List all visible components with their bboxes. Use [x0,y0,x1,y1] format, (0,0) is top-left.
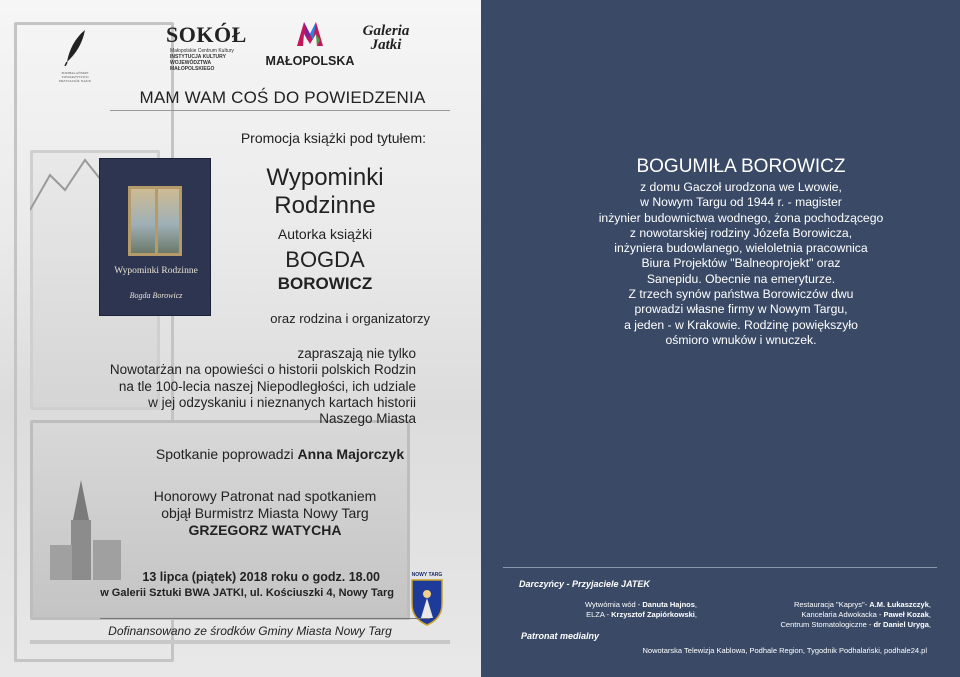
invitation-line: w jej odzyskaniu i nieznanych kartach historii [148,394,416,410]
moderator-name: Anna Majorczyk [297,446,405,462]
book-title-line: Rodzinne [274,192,376,219]
sponsor-entry [721,620,931,630]
society-line: PRZYJACIÓŁ NAUK [59,79,91,83]
bio-line: Biura Projektów "Balneoprojekt" oraz [641,256,841,271]
moderator-line [100,446,460,462]
funding-note: Dofinansowano ze środków Gminy Miasta Nowy Targ [108,624,392,638]
galeria-jatki-label: Galeria Jatki [362,23,410,53]
patron-name: GRZEGORZ WATYCHA [188,522,342,538]
sponsors-divider [503,567,937,568]
bio-line: inżynier budownictwa wodnego, żona pochodzącego [598,210,884,225]
nowy-targ-crest [408,572,446,628]
media-heading: Patronat medialny [521,631,600,641]
society-logo [55,26,95,100]
author-label: Autorka książki [277,226,373,242]
invitation-line: Naszego Miasta [319,411,416,427]
malopolska-m-icon [295,20,325,48]
bio-line: prowadzi własne firmy w Nowym Targu, [634,302,848,317]
sponsors-right [721,600,931,630]
sponsor-name: Paweł Kozak [883,610,929,619]
sponsor-suffix: , [928,620,931,629]
bio-name: BOGUMIŁA BOROWICZ [636,156,846,177]
patronage-block [95,488,435,539]
sponsor-name: dr Daniel Uryga [873,620,929,629]
bio-line: inżyniera budowlanego, wieloletnia pracownica [614,241,868,256]
bio-line: z domu Gaczoł urodzona we Lwowie, [640,180,842,194]
sponsor-prefix: Centrum Stomatologiczne - [780,620,874,629]
author-last-name: BOROWICZ [277,274,373,293]
galeria-jatki-logo [358,24,414,52]
book-title-line: Wypominki [266,164,384,191]
sponsors-heading: Darczyńcy - Przyjaciele JATEK [519,579,650,589]
header-divider [110,110,450,111]
event-venue: w Galerii Sztuki BWA JATKI, ul. Kościuszki 4, Nowy Targ [100,587,394,599]
sponsor-prefix: ELZA - [586,610,612,619]
invitation-text [60,346,416,427]
sponsor-entry [511,600,697,610]
patronage-line: objął Burmistrz Miasta Nowy Targ [161,505,369,521]
malopolska-logo [262,20,358,68]
bio-line: w Nowym Targu od 1944 r. - magister [640,195,842,210]
bio-line: a jeden - w Krakowie. Rodzinę powiększyło [624,317,858,332]
malopolska-label: MAŁOPOLSKA [265,54,355,68]
cover-window-illustration [128,186,182,256]
promo-intro: Promocja książki pod tytułem: [240,130,426,146]
window-sill [30,640,450,644]
patronage-line: Honorowy Patronat nad spotkaniem [153,488,377,504]
sponsor-prefix: Restauracja "Kaprys"- [793,600,870,609]
sokol-logo [166,22,256,72]
sponsor-name: Danuta Hajnos [642,600,695,609]
bio-line: z nowotarskiej rodziny Józefa Borowicza, [629,225,853,240]
event-title: MAM WAM COŚ DO POWIEDZENIA [139,88,426,107]
sponsor-name: Krzysztof Zapiórkowski [611,610,695,619]
media-patrons: Nowotarska Telewizja Kablowa, Podhale Region, Tygodnik Podhalański, podhale24.pl [642,646,927,655]
sokol-line: INSTYTUCJA KULTURY [170,54,226,60]
sponsor-entry [721,600,931,610]
sponsor-suffix: , [928,600,931,609]
society-line: PODHALAŃSKIE [61,71,89,75]
moderator-label: Spotkanie poprowadzi [155,446,298,462]
sponsor-prefix: Wytwórnia wód - [584,600,643,609]
book-with: oraz rodzina i organizatorzy [270,311,430,326]
book-cover [99,158,211,316]
sponsor-prefix: Kancelaria Adwokacka - [801,610,884,619]
bio-text [516,180,960,348]
invitation-line: na tle 100-lecia naszej Niepodległości, ich udziale [118,378,416,394]
society-line: TOWARZYSTWO [61,75,89,79]
cover-author: Bogda Borowicz [129,291,183,300]
event-date: 13 lipca (piątek) 2018 roku o godz. 18.00 [142,570,380,584]
bio-line: Sanepidu. Obecnie na emeryturze. [646,271,836,286]
poster-right-panel [481,0,960,677]
bio-line: ośmioro wnuków i wnuczek. [665,332,817,347]
invitation-line: Nowotarżan na opowieści o historii polskich Rodzin [109,362,416,378]
bio-line: Z trzech synów państwa Borowiczów dwu [628,287,854,302]
sokol-line: Małopolskie Centrum Kultury [170,48,234,54]
sponsor-suffix: , [694,610,697,619]
cover-title: Wypominki Rodzinne [114,266,198,276]
crest-label: NOWY TARG [411,572,443,578]
invitation-line: zapraszają nie tylko [297,346,416,361]
sokol-line: WOJEWÓDZTWA MAŁOPOLSKIEGO [170,60,215,72]
sponsor-entry [511,610,697,620]
sokol-name: SOKÓŁ [166,22,247,47]
author-first-name: BOGDA [285,247,365,272]
footer-divider [100,618,430,619]
sponsor-suffix: , [928,610,931,619]
sponsors-left [511,600,697,620]
sponsor-entry [721,610,931,620]
quill-feather-icon [55,26,95,66]
book-title [255,164,395,220]
sponsor-name: A.M. Łukaszczyk [869,600,929,609]
sponsor-suffix: , [694,600,697,609]
